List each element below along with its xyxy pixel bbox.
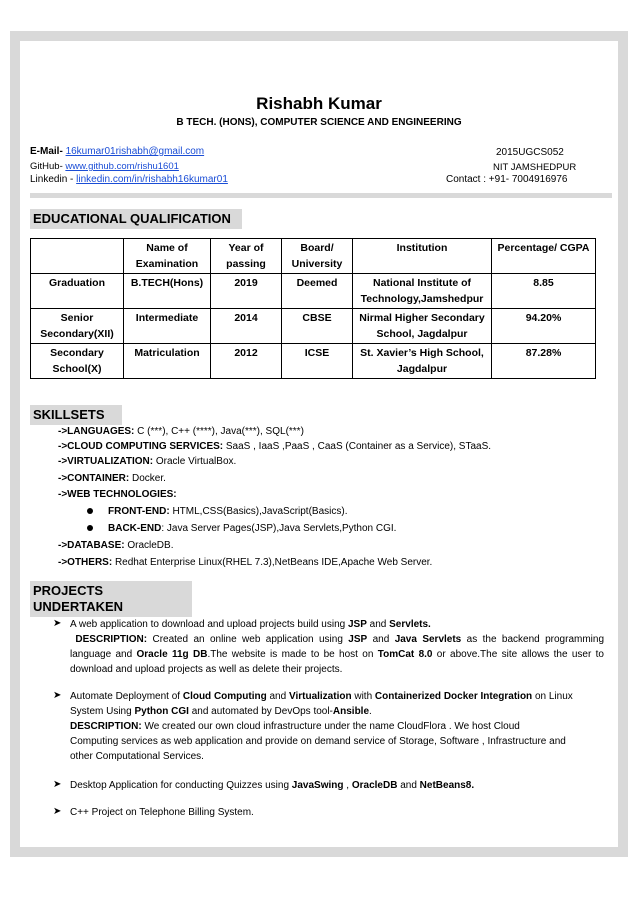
text-bold: Java Servlets [394, 634, 462, 645]
skill-value: Docker. [129, 473, 166, 484]
skill-others [58, 555, 432, 570]
degree-line: B TECH. (HONS), COMPUTER SCIENCE AND ENGINEERING [176, 117, 462, 128]
email-label: E-Mail- [30, 146, 63, 157]
table-cell: 94.20% [492, 309, 596, 344]
text-bold: TomCat 8.0 [377, 649, 433, 660]
text-bold: JavaSwing [291, 780, 344, 791]
github-line [30, 161, 179, 172]
skill-label: ->CLOUD COMPUTING SERVICES: [58, 441, 224, 452]
table-header-row [31, 239, 596, 274]
text: and [366, 619, 390, 630]
skill-database [58, 538, 173, 553]
project-4-title: C++ Project on Telephone Billing System. [70, 807, 254, 818]
skill-label: ->WEB TECHNOLOGIES: [58, 489, 177, 500]
table-row [31, 274, 596, 309]
text-bold: Containerized Docker Integration [374, 691, 533, 702]
skill-label: ->LANGUAGES: [58, 426, 135, 437]
table-cell: CBSE [282, 309, 353, 344]
skill-container [58, 471, 166, 486]
skill-virtualization [58, 454, 236, 469]
table-cell: 87.28% [492, 344, 596, 379]
text: and [397, 780, 420, 791]
text-bold: OracleDB [351, 780, 398, 791]
linkedin-line [30, 174, 228, 185]
project-2-description [70, 719, 570, 764]
contact-number: Contact : +91- 7004916976 [446, 174, 568, 185]
table-cell: Senior Secondary(XII) [31, 309, 124, 344]
table-row [31, 344, 596, 379]
text: Desktop Application for conducting Quizzes using [70, 780, 292, 791]
project-3-title [70, 778, 604, 793]
header-divider [30, 193, 612, 198]
text: Created an online web application using [147, 634, 349, 645]
text: and [367, 634, 395, 645]
table-cell: National Institute of Technology,Jamshedpur [353, 274, 492, 309]
text: and [266, 691, 289, 702]
skill-label: ->OTHERS: [58, 557, 113, 568]
text-bold: JSP [347, 619, 367, 630]
skill-backend [108, 521, 396, 536]
skill-languages [58, 424, 304, 439]
text-bold: Python CGI [134, 706, 189, 717]
skill-label: ->DATABASE: [58, 540, 125, 551]
skill-value: Redhat Enterprise Linux(RHEL 7.3),NetBeans IDE,Apache Web Server. [112, 557, 433, 568]
table-header-cell: Institution [353, 239, 492, 274]
email-link[interactable]: 16kumar01rishabh@gmail.com [65, 146, 205, 157]
arrow-bullet-icon: ➤ [53, 690, 62, 701]
text: , [343, 780, 352, 791]
linkedin-label: Linkedin - [30, 174, 74, 185]
email-line [30, 146, 204, 157]
table-cell: Graduation [31, 274, 124, 309]
skill-label: ->CONTAINER: [58, 473, 130, 484]
project-1-description [70, 632, 604, 677]
text: A web application to download and upload projects build using [70, 619, 348, 630]
github-link[interactable]: www.github.com/rishu1601 [65, 161, 179, 172]
text: as the backend programming language and [70, 634, 605, 660]
table-cell: Deemed [282, 274, 353, 309]
table-header-cell: Board/ University [282, 239, 353, 274]
roll-number: 2015UGCS052 [496, 147, 564, 158]
text: We created our own cloud infrastructure under the name CloudFlora . We host Cloud Computing services as web application and provide on demand service of Storage, Software , Infrastructure and other Computational Services. [70, 721, 566, 762]
skill-web [58, 487, 177, 502]
skill-label: ->VIRTUALIZATION: [58, 456, 154, 467]
table-header-cell: Name of Examination [124, 239, 211, 274]
bullet-dot-icon [87, 508, 93, 514]
text-bold: JSP [348, 634, 368, 645]
skill-value: C (***), C++ (****), Java(***), SQL(***) [134, 426, 304, 437]
skill-value: OracleDB. [124, 540, 174, 551]
college-name: NIT JAMSHEDPUR [493, 162, 577, 173]
skill-value: HTML,CSS(Basics),JavaScript(Basics). [169, 506, 348, 517]
table-cell: 2012 [211, 344, 282, 379]
skill-cloud [58, 439, 491, 454]
table-cell: Secondary School(X) [31, 344, 124, 379]
text-bold: Servlets. [389, 619, 431, 630]
table-cell: Intermediate [124, 309, 211, 344]
arrow-bullet-icon: ➤ [53, 618, 62, 629]
arrow-bullet-icon: ➤ [53, 806, 62, 817]
text: and automated by DevOps tool- [188, 706, 333, 717]
text: Automate Deployment of [70, 691, 183, 702]
text-bold: DESCRIPTION: [75, 634, 148, 645]
text: .The website is made to be host on [207, 649, 378, 660]
projects-heading: PROJECTS UNDERTAKEN [30, 581, 192, 617]
arrow-bullet-icon: ➤ [53, 779, 62, 790]
github-label: GitHub- [30, 161, 63, 172]
text: . [369, 706, 372, 717]
text: with [351, 691, 375, 702]
text-bold: Oracle 11g DB [136, 649, 208, 660]
project-2-title [70, 689, 604, 719]
project-1-title [70, 617, 604, 632]
skills-heading: SKILLSETS [30, 405, 122, 425]
text-bold: Cloud Computing [182, 691, 267, 702]
text-bold: DESCRIPTION: [70, 721, 142, 732]
education-heading: EDUCATIONAL QUALIFICATION [30, 209, 242, 229]
text-bold: Ansible [332, 706, 370, 717]
table-cell: B.TECH(Hons) [124, 274, 211, 309]
table-cell: 2019 [211, 274, 282, 309]
bullet-dot-icon [87, 525, 93, 531]
skill-value: Oracle VirtualBox. [153, 456, 237, 467]
linkedin-link[interactable]: linkedin.com/in/rishabh16kumar01 [76, 174, 228, 185]
table-row [31, 309, 596, 344]
skill-label: FRONT-END: [108, 506, 170, 517]
skill-value: SaaS , IaaS ,PaaS , CaaS (Container as a Service), STaaS. [223, 441, 492, 452]
table-cell: Matriculation [124, 344, 211, 379]
table-header-cell: Year of passing [211, 239, 282, 274]
table-header-cell: Percentage/ CGPA [492, 239, 596, 274]
table-cell: 8.85 [492, 274, 596, 309]
skill-value: : Java Server Pages(JSP),Java Servlets,Python CGI. [161, 523, 397, 534]
candidate-name: Rishabh Kumar [256, 94, 382, 113]
text: on Linux System Using [70, 691, 573, 717]
table-cell: Nirmal Higher Secondary School, Jagdalpur [353, 309, 492, 344]
text-bold: NetBeans8. [419, 780, 475, 791]
table-cell: St. Xavier’s High School, Jagdalpur [353, 344, 492, 379]
text: or above.The site allows the user to download and upload projects as well as delete their projects. [70, 649, 604, 675]
education-table [30, 238, 596, 379]
skill-label: BACK-END [108, 523, 162, 534]
table-cell: ICSE [282, 344, 353, 379]
table-header-cell [31, 239, 124, 274]
skill-frontend [108, 504, 347, 519]
table-cell: 2014 [211, 309, 282, 344]
text-bold: Virtualization [288, 691, 352, 702]
